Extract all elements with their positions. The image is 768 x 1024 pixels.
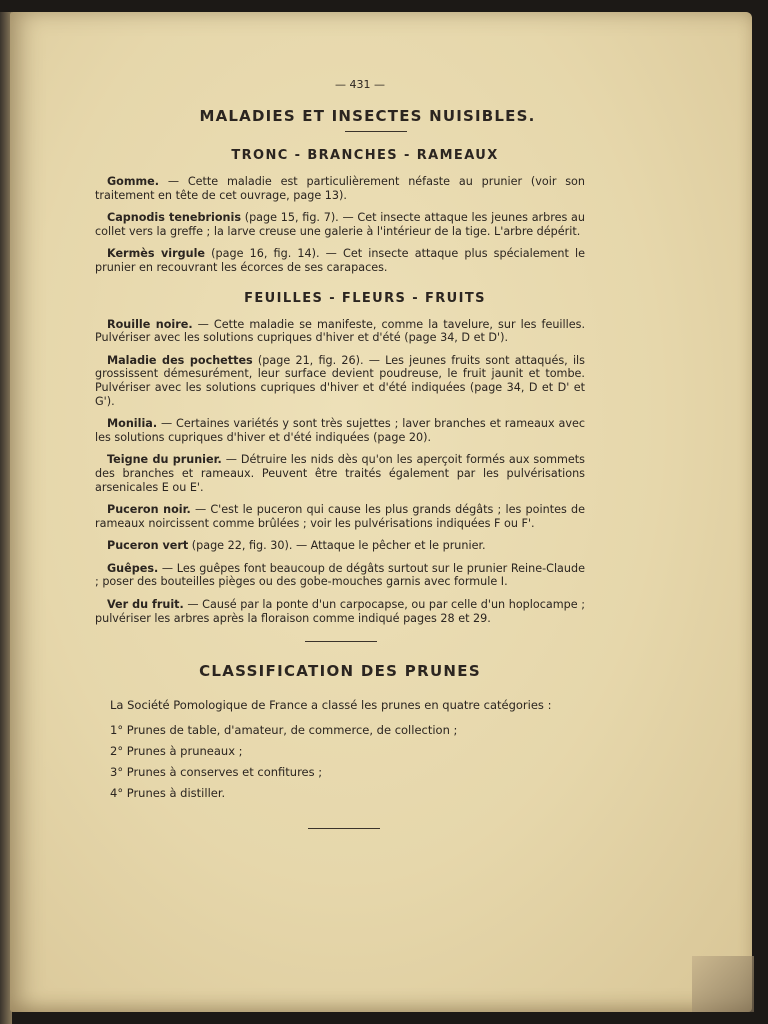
entry-text: — Les guêpes font beaucoup de dégâts surtout sur le prunier Reine-Claude ; poser des bouteilles pièges ou des gobe-mouches garnis avec formule I. <box>95 561 585 589</box>
entry-text: — Cette maladie se manifeste, comme la tavelure, sur les feuilles. Pulvériser avec les solutions cupriques d'hiver et d'été (page 34, D et D'). <box>95 317 586 345</box>
entry-text: — Détruire les nids dès qu'on les aperçoit formés aux sommets des branches et rameaux. Peuvent être traités également par les pulvérisations arsenicales E ou E'. <box>95 453 586 494</box>
entry-ver-du-fruit <box>95 598 585 625</box>
end-rule <box>308 828 380 829</box>
entry-term: Kermès virgule <box>107 247 206 261</box>
entry-kermes <box>95 247 585 274</box>
entry-puceron-vert <box>95 539 585 553</box>
classification-intro: La Société Pomologique de France a classé les prunes en quatre catégories : <box>110 698 552 713</box>
entry-term: Puceron vert <box>107 539 189 553</box>
entry-text: — Certaines variétés y sont très sujettes ; laver branches et rameaux avec les solutions cupriques d'hiver et d'été indiquées (page 20). <box>95 417 585 444</box>
entry-text: — C'est le puceron qui cause les plus grands dégâts ; les pointes de rameaux noircissent comme brûlées ; voir les pulvérisations indiquées F ou F'. <box>95 503 585 530</box>
page-content <box>95 78 585 829</box>
entry-rouille <box>95 318 585 345</box>
entry-teigne <box>95 453 585 494</box>
section-heading-tronc: TRONC - BRANCHES - RAMEAUX <box>231 148 499 163</box>
section-feuilles-entries <box>95 318 585 626</box>
classification-heading: CLASSIFICATION DES PRUNES <box>199 662 481 681</box>
entry-term: Maladie des pochettes <box>107 353 253 367</box>
entry-term: Teigne du prunier. <box>107 453 222 467</box>
entry-text: (page 15, fig. 7). — Cet insecte attaque les jeunes arbres au collet vers la greffe ; la larve creuse une galerie à l'intérieur de la tige. L'arbre dépérit. <box>95 211 585 238</box>
entry-term: Ver du fruit. <box>107 598 184 612</box>
entry-text: — Causé par la ponte d'un carpocapse, ou par celle d'un hoplocampe ; pulvériser les arbres après la floraison comme indiqué pages 28 et 29. <box>95 598 585 625</box>
entry-text: (page 22, fig. 30). — Attaque le pêcher et le prunier. <box>188 539 486 553</box>
entry-capnodis <box>95 211 585 238</box>
category-item: 2° Prunes à pruneaux ; <box>110 744 243 759</box>
entry-text: — Cette maladie est particulièrement néfaste au prunier (voir son traitement en tête de cet ouvrage, page 13). <box>95 175 585 202</box>
entry-term: Capnodis tenebrionis <box>107 211 241 225</box>
entry-text: (page 21, fig. 26). — Les jeunes fruits sont attaqués, ils grossissent démesurément, leur surface devient poudreuse, le fruit jaunit et tombe. Pulvériser avec les solutions cupriques d'hiver et d'été indiquées (page 34, D et D' et G'). <box>95 353 585 408</box>
entry-term: Guêpes. <box>107 561 159 575</box>
corner-thumbnail <box>692 956 754 1012</box>
page-number: — 431 — <box>335 78 385 91</box>
entry-guepes <box>95 562 585 589</box>
entry-text: (page 16, fig. 14). — Cet insecte attaque plus spécialement le prunier en recouvrant les écorces de ses carapaces. <box>95 247 585 274</box>
section-tronc-entries <box>95 175 585 275</box>
category-item: 4° Prunes à distiller. <box>110 786 226 801</box>
category-item: 1° Prunes de table, d'amateur, de commerce, de collection ; <box>110 723 458 738</box>
entry-gomme <box>95 175 585 202</box>
entry-term: Gomme. <box>107 175 160 188</box>
section-heading-feuilles: FEUILLES - FLEURS - FRUITS <box>244 290 486 306</box>
entry-monilia <box>95 417 585 444</box>
entry-pochettes <box>95 354 585 408</box>
section-divider <box>305 641 377 642</box>
entry-term: Puceron noir. <box>107 503 191 517</box>
entry-term: Rouille noire. <box>107 317 193 331</box>
page-title: MALADIES ET INSECTES NUISIBLES. <box>199 107 536 125</box>
entry-puceron-noir <box>95 503 585 530</box>
entry-term: Monilia. <box>107 417 158 431</box>
category-item: 3° Prunes à conserves et confitures ; <box>110 765 323 780</box>
title-rule <box>345 131 407 132</box>
